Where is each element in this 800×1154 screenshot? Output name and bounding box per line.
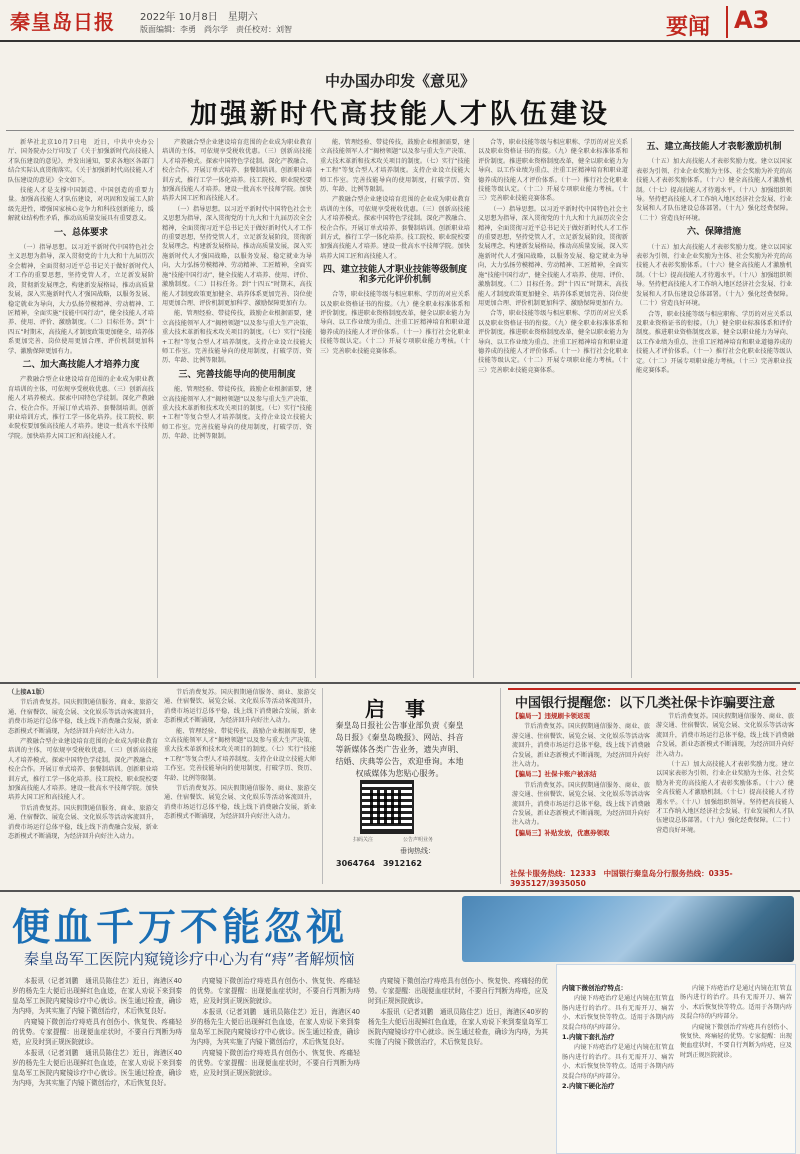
article-paragraph: 节后消费复苏。国庆假期通信服务、商业、旅游交通、住宿餐饮、展览会展、文化娱乐等活动客流回升，消费市场运行总体平稳，线上线下消费融合发展，新业态新模式不断涌现，为经济回升向好注入动力。 [512, 781, 650, 827]
article-paragraph: 内镜下痔疮治疗是通过内镜在肛管直肠内进行的治疗。具有无需开刀、痛苦小、术后恢复快等特点。适用于各期内痔及混合痔的内痔部分。 [680, 985, 792, 1021]
ad-column-3 [368, 976, 548, 1148]
hotline-numbers: 3064764 3912162 [336, 859, 422, 868]
article-paragraph: 合等，职业技能等级与相应职称、学历的对应关系以及职业资格证书的衔接。（九）健全职业标准体系和评价制度。推进职业资格制度改革，健全以职业能力为导向、以工作业绩为重点、注重工匠精神培育和职业道德养成的技能人才评价体系。（十一）推行社会化职业技能等级认定。（十二）开展专项职业能力考核。（十三）完善职业技能竞赛体系。 [636, 310, 792, 374]
article-paragraph: 内窥镜下微创治疗痔疮具有创伤小、恢复快、疼痛轻的优势。专家提醒：出现便血症状时，不要自行判断为痔疮，应及时到正规医院就诊。 [368, 977, 548, 1005]
section-heading-5: 五、建立高技能人才表彰激励机制 [646, 142, 782, 152]
article-paragraph: （一）指导思想。以习近平新时代中国特色社会主义思想为指导，深入贯彻党的十九大和十九届历次全会精神，全面贯彻习近平总书记关于做好新时代人才工作的重要思想，坚持党管人才，立足新发展阶段，贯彻新发展理念，构建新发展格局，推动高质量发展，深入实施新时代人才强国战略，以服务发展、稳定就业为导向，大力弘扬劳模精神、劳动精神、工匠精神，全面实施“技能中国行动”，健全技能人才培养、使用、评价、激励制度。（二）目标任务。到“十四五”时期末，高技能人才制度政策更加健全、培养体系更加完善、岗位使用更加合理、评价机制更加科学、激励保障更加有力。 [8, 244, 154, 355]
article-paragraph: 合等，职业技能等级与相应职称、学历的对应关系以及职业资格证书的衔接。（九）健全职业标准体系和评价制度。推进职业资格制度改革，健全以职业能力为导向、以工作业绩为重点、注重工匠精神培育和职业道德养成的技能人才评价体系。（十一）推行社会化职业技能等级认定。（十二）开展专项职业能力考核。（十三）完善职业技能竞赛体系。 [478, 139, 628, 203]
notice-title: 启 事 [365, 697, 425, 721]
qr-code-icon[interactable] [360, 780, 414, 834]
lead-headline: 加强新时代高技能人才队伍建设 [190, 99, 610, 130]
hotline-label: 垂询热线： [400, 847, 435, 855]
column-divider [473, 138, 474, 678]
editor-credits: 版面编辑：李勇 尚尔学 责任校对：刘智 [140, 25, 292, 34]
article-paragraph: 合等，职业技能等级与相应职称、学历的对应关系以及职业资格证书的衔接。（九）健全职业标准体系和评价制度。推进职业资格制度改革，健全以职业能力为导向、以工作业绩为重点、注重工匠精神培育和职业道德养成的技能人才评价体系。（十一）推行社会化职业技能等级认定。（十二）开展专项职业能力考核。（十三）完善职业技能竞赛体系。 [478, 310, 628, 374]
article-intro-2: 技能人才是支撑中国制造、中国创造的重要力量。加强高技能人才队伍建设，对巩固和发展工人阶级先进性，增强国家核心竞争力和科技创新能力，缓解就业结构性矛盾，推动高质量发展具有重要意义。 [8, 187, 154, 223]
column-divider [157, 138, 158, 678]
inset-heading: 1.内镜下套扎治疗 [562, 1033, 615, 1042]
doctors-photo [462, 896, 794, 962]
article-column-1 [8, 138, 154, 678]
ad-column-2 [190, 976, 360, 1148]
continued-from-tag: （上接A1版） [8, 689, 49, 696]
article-paragraph: （一）指导思想。以习近平新时代中国特色社会主义思想为指导，深入贯彻党的十九大和十九届历次全会精神，全面贯彻习近平总书记关于做好新时代人才工作的重要思想，坚持党管人才，立足新发展阶段，贯彻新发展理念，构建新发展格局，推动高质量发展，深入实施新时代人才强国战略，以服务发展、稳定就业为导向，大力弘扬劳模精神、劳动精神、工匠精神，全面实施“技能中国行动”，健全技能人才培养、使用、评价、激励制度。（二）目标任务。到“十四五”时期末，高技能人才制度政策更加健全、培养体系更加完善、岗位使用更加合理、评价机制更加科学、激励保障更加有力。 [478, 205, 628, 307]
scam-tip-1: 【骗局一】违规刷卡领返现 [512, 712, 590, 720]
article-paragraph: 产教融合型企业建设培育范围的企业成为职业教育培训的主体，可依规享受税收优惠。（三）创新高技能人才培养模式。探索中国特色学徒制。深化产教融合、校企合作。开展订单式培养、套餐制培训。创新职业培训方式，推行工学一体化培养。技工院校、职业院校要加强高技能人才培养。建设一批高水平技师学院。加快培养大国工匠和高技能人才。 [162, 139, 312, 203]
notice-text: 秦皇岛日报社公告事业部负责《秦皇岛日报》《秦皇岛晚报》、网站、抖音等新媒体各类广告业务，遗失声明、结婚、庆典等公告，欢迎垂询。本地权威媒体为您贴心服务。 [335, 721, 464, 778]
inset-heading: 2.内镜下硬化治疗 [562, 1082, 615, 1091]
column-divider [315, 138, 316, 678]
newspaper-logo: 秦皇岛日报 [10, 10, 115, 34]
scam-tip-3: 【骗局三】补贴发放，优惠券领取 [512, 828, 610, 837]
article-paragraph: 能、管理经验、带徒传技，鼓励企业根据需要，建立高技能领军人才“揭榜领题”以及参与重大生产决策、重大技术革新和技术攻关项目的制度。（七）实行“技能+工程”等复合型人才培养制度。支持企业设立技能大师工作室。完善技能导向的使用制度，打破学历、资历、年龄、比例等限制。 [320, 139, 470, 194]
column-divider [500, 688, 501, 884]
scam-tip-2: 【骗局二】社保卡账户被冻结 [512, 770, 597, 779]
section-heading-4: 四、建立技能人才职业技能等级制度和多元化评价机制 [322, 265, 467, 285]
article-column-3 [320, 138, 470, 678]
article-paragraph: 本报讯（记者刘鹏 通讯员陈佳艺）近日，海港区40岁的杨先生大便后出现鲜红色血迹，在家人劝说下来到秦皇岛军工医院内窥镜诊疗中心就诊。医生通过检查，确诊为内痔，为其实施了内镜下微创治疗，术后恢复良好。 [190, 1008, 360, 1046]
issue-date: 2022年 10月8日 星期六 [140, 12, 258, 23]
article-paragraph: 节后消费复苏。国庆假期通信服务、商业、旅游交通、住宿餐饮、展览会展、文化娱乐等活动客流回升，消费市场运行总体平稳，线上线下消费融合发展，新业态新模式不断涌现，为经济回升向好注入动力。 [8, 699, 158, 735]
article-paragraph: 本报讯（记者刘鹏 通讯员陈佳艺）近日，海港区40岁的杨先生大便后出现鲜红色血迹，在家人劝说下来到秦皇岛军工医院内窥镜诊疗中心就诊。医生通过检查，确诊为内痔，为其实施了内镜下微创治疗，术后恢复良好。 [368, 1008, 548, 1046]
article-paragraph: （一）指导思想。以习近平新时代中国特色社会主义思想为指导，深入贯彻党的十九大和十九届历次全会精神，全面贯彻习近平总书记关于做好新时代人才工作的重要思想，坚持党管人才，立足新发展阶段，贯彻新发展理念，构建新发展格局，推动高质量发展，深入实施新时代人才强国战略，以服务发展、稳定就业为导向，大力弘扬劳模精神、劳动精神、工匠精神，全面实施“技能中国行动”，健全技能人才培养、使用、评价、激励制度。（二）目标任务。到“十四五”时期末，高技能人才制度政策更加健全、培养体系更加完善、岗位使用更加合理、评价机制更加科学、激励保障更加有力。 [162, 205, 312, 307]
section-divider [0, 682, 800, 684]
article-paragraph: （十五）加大高技能人才表彰奖励力度。建立以国家表彰为引领、行业企业奖励为主体、社会奖励为补充的高技能人才表彰奖励体系。（十六）健全高技能人才激励机制。（十七）提高技能人才待遇水平。（十八）加强组织领导。坚持把高技能人才工作纳入地区经济社会发展、行业发展和人才队伍建设总体部署。（十九）强化经费保障。（二十）营造良好环境。 [636, 158, 792, 222]
article-paragraph: （十五）加大高技能人才表彰奖励力度。建立以国家表彰为引领、行业企业奖励为主体、社会奖励为补充的高技能人才表彰奖励体系。（十六）健全高技能人才激励机制。（十七）提高技能人才待遇水平。（十八）加强组织领导。坚持把高技能人才工作纳入地区经济社会发展、行业发展和人才队伍建设总体部署。（十九）强化经费保障。（二十）营造良好环境。 [636, 243, 792, 308]
article-paragraph: 能、管理经验、带徒传技，鼓励企业根据需要，建立高技能领军人才“揭榜领题”以及参与重大生产决策、重大技术革新和技术攻关项目的制度。（七）实行“技能+工程”等复合型人才培养制度。支持企业设立技能大师工作室。完善技能导向的使用制度，打破学历、资历、年龄、比例等限制。 [162, 386, 312, 441]
article-paragraph: 节后消费复苏。国庆假期通信服务、商业、旅游交通、住宿餐饮、展览会展、文化娱乐等活动客流回升，消费市场运行总体平稳，线上线下消费融合发展，新业态新模式不断涌现，为经济回升向好注入动力。 [656, 713, 794, 758]
ad-subhead: 秦皇岛军工医院内窥镜诊疗中心为有“痔”者解烦恼 [24, 950, 355, 968]
inset-heading: 内镜下微创治疗特点： [562, 984, 627, 992]
article-intro: 新华社北京10月7日电 近日，中共中央办公厅、国务院办公厅印发了《关于加强新时代高技能人才队伍建设的意见》，并发出通知，要求各地区各部门结合实际认真贯彻落实。《关于加强新时代高技能人才队伍建设的意见》全文如下。 [8, 139, 154, 184]
ad-inset-column-1 [562, 984, 674, 1148]
article-paragraph: 产教融合型企业建设培育范围的企业成为职业教育培训的主体，可依规享受税收优惠。（三）创新高技能人才培养模式。探索中国特色学徒制。深化产教融合、校企合作。开展订单式培养、套餐制培训。创新职业培训方式，推行工学一体化培养。技工院校、职业院校要加强高技能人才培养。建设一批高水平技师学院。加快培养大国工匠和高技能人才。 [8, 376, 154, 440]
article-column-4 [478, 138, 628, 678]
qr-caption-1: 扫码关注 [352, 837, 373, 843]
section-heading-2: 二、加大高技能人才培养力度 [22, 359, 140, 370]
article-paragraph: 本报讯（记者刘鹏 通讯员陈佳艺）近日，海港区40岁的杨先生大便后出现鲜红色血迹，在家人劝说下来到秦皇岛军工医院内窥镜诊疗中心就诊。医生通过检查，确诊为内痔，为其实施了内镜下微创治疗，术后恢复良好。 [12, 977, 182, 1015]
column-divider [322, 688, 323, 884]
lead-kicker: 中办国办印发《意见》 [324, 72, 475, 90]
article-paragraph: 内窥镜下微创治疗痔疮具有创伤小、恢复快、疼痛轻的优势。专家提醒：出现便血症状时，不要自行判断为痔疮，应及时到正规医院就诊。 [190, 1049, 360, 1077]
article-paragraph: 节后消费复苏。国庆假期通信服务、商业、旅游交通、住宿餐饮、展览会展、文化娱乐等活动客流回升，消费市场运行总体平稳，线上线下消费融合发展，新业态新模式不断涌现，为经济回升向好注入动力。 [512, 723, 650, 769]
ad-headline: 便血千万不能忽视 [12, 905, 349, 949]
article-paragraph: 节后消费复苏。国庆假期通信服务、商业、旅游交通、住宿餐饮、展览会展、文化娱乐等活动客流回升，消费市场运行总体平稳，线上线下消费融合发展，新业态新模式不断涌现，为经济回升向好注入动力。 [8, 804, 158, 841]
ad-inset-column-2 [680, 984, 792, 1148]
qr-caption-2: 公告声明业务 [402, 837, 433, 843]
article-paragraph: 能、管理经验、带徒传技，鼓励企业根据需要，建立高技能领军人才“揭榜领题”以及参与重大生产决策、重大技术革新和技术攻关项目的制度。（七）实行“技能+工程”等复合型人才培养制度。支持企业设立技能大师工作室。完善技能导向的使用制度，打破学历、资历、年龄、比例等限制。 [162, 310, 312, 365]
section-heading-6: 六、保障措施 [686, 227, 741, 238]
section-heading-3: 三、完善技能导向的使用制度 [178, 369, 296, 380]
article-column-2 [162, 138, 312, 678]
article-paragraph: 内窥镜下微创治疗痔疮具有创伤小、恢复快、疼痛轻的优势。专家提醒：出现便血症状时，不要自行判断为痔疮，应及时到正规医院就诊。 [190, 977, 360, 1005]
article-paragraph: 节后消费复苏。国庆假期通信服务、商业、旅游交通、住宿餐饮、展览会展、文化娱乐等活动客流回升，消费市场运行总体平稳，线上线下消费融合发展，新业态新模式不断涌现，为经济回升向好注入动力。 [164, 785, 316, 821]
page-number: A3 [726, 6, 792, 38]
continued-story-column-1 [8, 688, 158, 884]
article-paragraph: 内窥镜下微创治疗痔疮具有创伤小、恢复快、疼痛轻的优势。专家提醒：出现便血症状时，不要自行判断为痔疮，应及时到正规医院就诊。 [680, 1023, 792, 1059]
ad-column-1 [12, 976, 182, 1148]
article-paragraph: 节后消费复苏。国庆假期通信服务、商业、旅游交通、住宿餐饮、展览会展、文化娱乐等活动客流回升，消费市场运行总体平稳，线上线下消费融合发展，新业态新模式不断涌现，为经济回升向好注入动力。 [164, 689, 316, 725]
bank-ad-title: 中国银行提醒您：以下几类社保卡诈骗要注意 [515, 696, 776, 711]
column-divider [631, 138, 632, 678]
article-paragraph: 产教融合型企业建设培育范围的企业成为职业教育培训的主体，可依规享受税收优惠。（三）创新高技能人才培养模式。探索中国特色学徒制。深化产教融合、校企合作。开展订单式培养、套餐制培训。创新职业培训方式，推行工学一体化培养。技工院校、职业院校要加强高技能人才培养。建设一批高水平技师学院。加快培养大国工匠和高技能人才。 [320, 196, 470, 260]
article-paragraph: 内窥镜下微创治疗痔疮具有创伤小、恢复快、疼痛轻的优势。专家提醒：出现便血症状时，不要自行判断为痔疮，应及时到正规医院就诊。 [12, 1018, 182, 1046]
masthead [0, 0, 800, 42]
bank-hotline-footer: 社保卡服务热线：12333 中国银行秦皇岛分行服务热线：0335-3935127/3935050 [510, 869, 733, 888]
article-paragraph: 合等，职业技能等级与相应职称、学历的对应关系以及职业资格证书的衔接。（九）健全职业标准体系和评价制度。推进职业资格制度改革，健全以职业能力为导向、以工作业绩为重点、注重工匠精神培育和职业道德养成的技能人才评价体系。（十一）推行社会化职业技能等级认定。（十二）开展专项职业能力考核。（十三）完善职业技能竞赛体系。 [320, 291, 470, 355]
section-name: 要闻 [666, 15, 711, 40]
article-paragraph: 内镜下痔疮治疗是通过内镜在肛管直肠内进行的治疗。具有无需开刀、痛苦小、术后恢复快等特点。适用于各期内痔及混合痔的内痔部分。 [562, 995, 674, 1031]
article-paragraph: （十五）加大高技能人才表彰奖励力度。建立以国家表彰为引领、行业企业奖励为主体、社会奖励为补充的高技能人才表彰奖励体系。（十六）健全高技能人才激励机制。（十七）提高技能人才待遇水平。（十八）加强组织领导。坚持把高技能人才工作纳入地区经济社会发展、行业发展和人才队伍建设总体部署。（十九）强化经费保障。（二十）营造良好环境。 [656, 761, 794, 834]
article-column-5 [636, 138, 792, 678]
bank-ad-column-2 [656, 712, 794, 864]
article-paragraph: 能、管理经验、带徒传技，鼓励企业根据需要，建立高技能领军人才“揭榜领题”以及参与重大生产决策、重大技术革新和技术攻关项目的制度。（七）实行“技能+工程”等复合型人才培养制度。支持企业设立技能大师工作室。完善技能导向的使用制度，打破学历、资历、年龄、比例等限制。 [164, 727, 316, 782]
article-paragraph: 内镜下痔疮治疗是通过内镜在肛管直肠内进行的治疗。具有无需开刀、痛苦小、术后恢复快等特点。适用于各期内痔及混合痔的内痔部分。 [562, 1044, 674, 1080]
article-paragraph: 本报讯（记者刘鹏 通讯员陈佳艺）近日，海港区40岁的杨先生大便后出现鲜红色血迹，在家人劝说下来到秦皇岛军工医院内窥镜诊疗中心就诊。医生通过检查，确诊为内痔，为其实施了内镜下微创治疗，术后恢复良好。 [12, 1049, 182, 1087]
bank-ad-column-1 [512, 712, 650, 864]
section-heading-1: 一、总体要求 [53, 227, 108, 238]
continued-story-column-2 [164, 688, 316, 884]
article-paragraph: 产教融合型企业建设培育范围的企业成为职业教育培训的主体，可依规享受税收优惠。（三）创新高技能人才培养模式。探索中国特色学徒制。深化产教融合、校企合作。开展订单式培养、套餐制培训。创新职业培训方式，推行工学一体化培养。技工院校、职业院校要加强高技能人才培养。建设一批高水平技师学院。加快培养大国工匠和高技能人才。 [8, 738, 158, 802]
headline-divider [6, 130, 794, 131]
